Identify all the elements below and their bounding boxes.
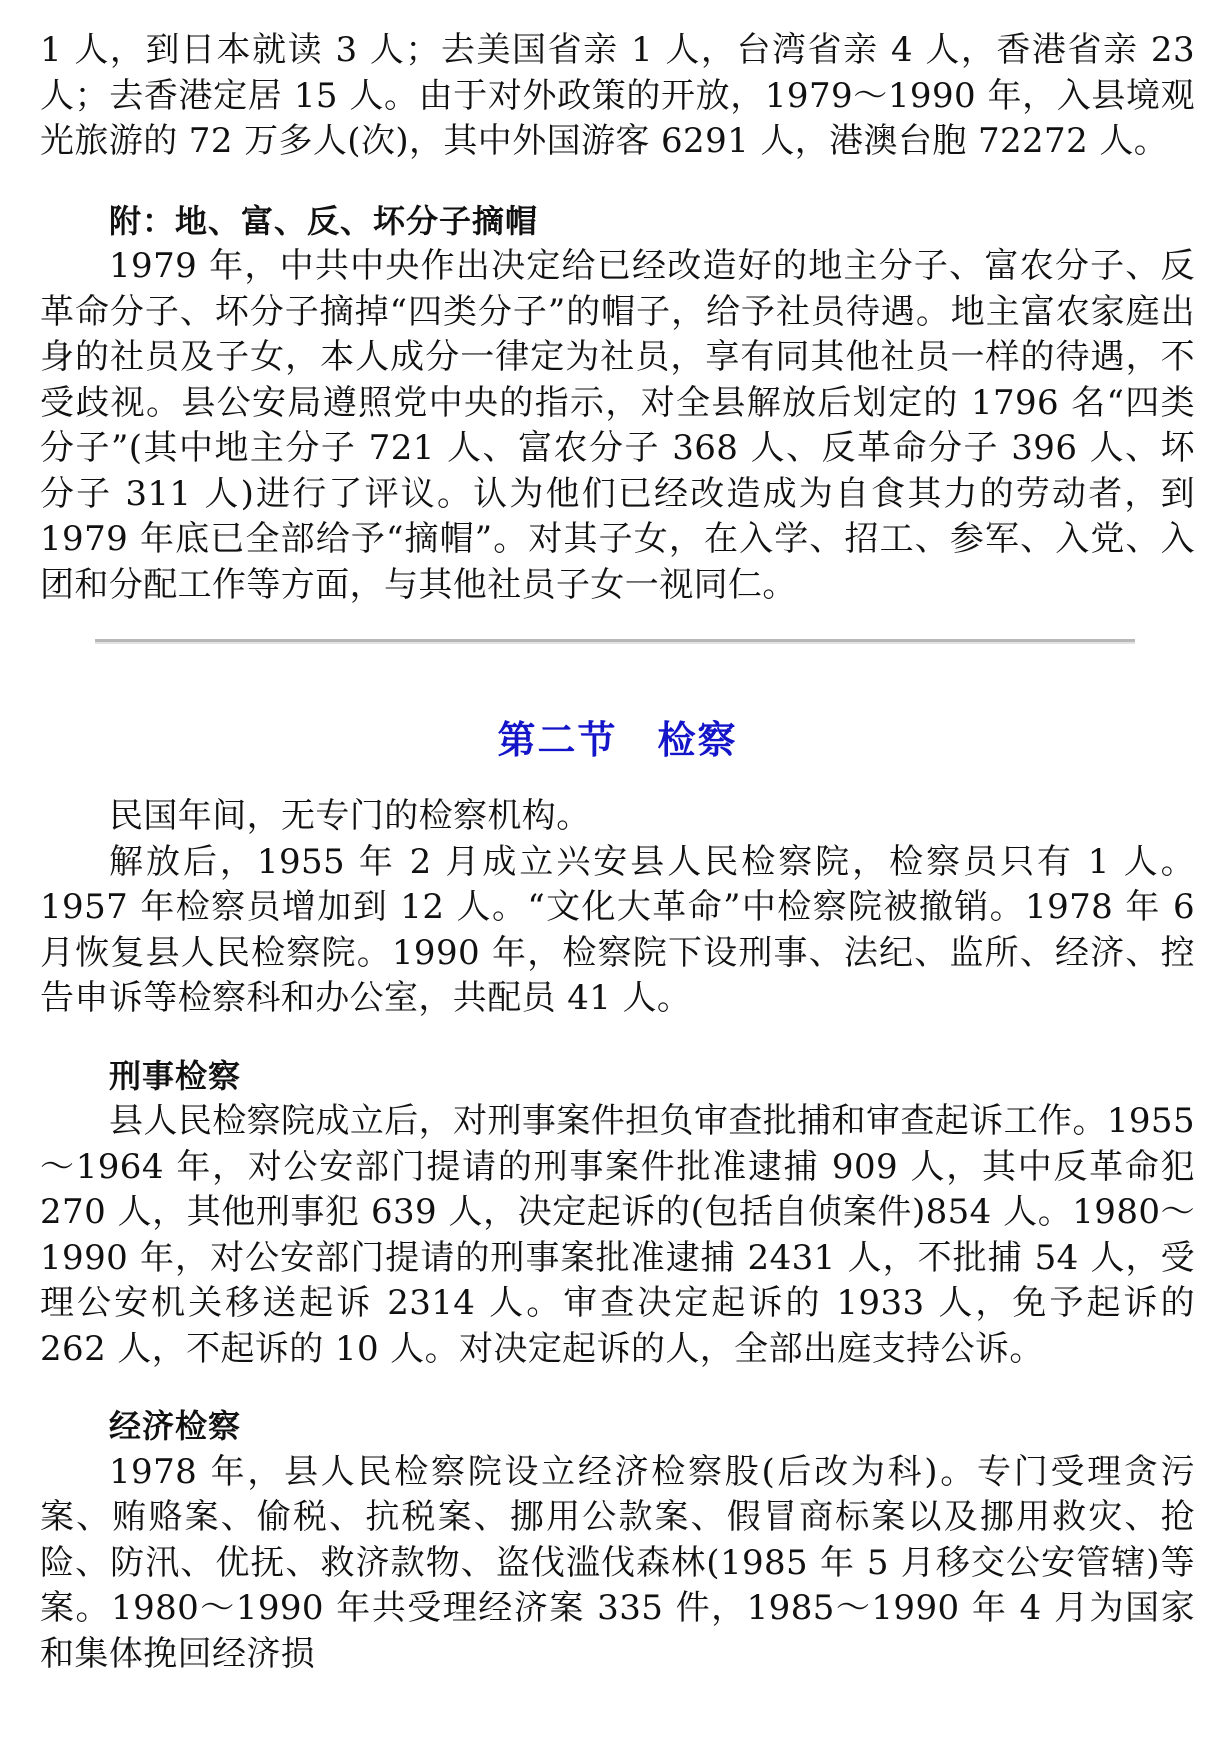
spacer: [40, 764, 1195, 794]
heading-criminal-procuratorial: 刑事检察: [109, 1056, 242, 1095]
spacer: [40, 1022, 1195, 1054]
paragraph-four-categories: 1979 年，中共中央作出决定给已经改造好的地主分子、富农分子、反革命分子、坏分子摘掉“四类分子”的帽子，给予社员待遇。地主富农家庭出身的社员及子女，本人成分一律定为社员，享有同其他社员一样的待遇，不受歧视。县公安局遵照党中央的指示，对全县解放后划定的 1796 名“四类分子”(其中地主分子 721 人、富农分子 368 人、反革命分子 396 人、坏分子 311 人)进行了评议。认为他们已经改造成为自食其力的劳动者，到 1979 年底已全部给予“摘帽”。对其子女，在入学、招工、参军、入党、入团和分配工作等方面，与其他社员子女一视同仁。: [40, 246, 1195, 605]
paragraph-economic-procuratorial: 1978 年，县人民检察院设立经济检察股(后改为科)。专门受理贪污案、贿赂案、偷税、抗税案、挪用公款案、假冒商标案以及挪用救灾、抢险、防汛、优抚、救济款物、盗伐滥伐森林(1985 年 5 月移交公安管辖)等案。1980～1990 年共受理经济案 335 件，1985～1990 年 4 月为国家和集体挽回经济损: [40, 1451, 1195, 1674]
paragraph-procuratorate-history: 解放后，1955 年 2 月成立兴安县人民检察院，检察员只有 1 人。1957 年检察员增加到 12 人。“文化大革命”中检察院被撤销。1978 年 6 月恢复县人民检察院。1990 年，检察院下设刑事、法纪、监所、经济、控告申诉等检察科和办公室，共配员 41 人。: [40, 841, 1195, 1018]
spacer: [40, 1372, 1195, 1404]
document-page: [40, 28, 1195, 1677]
paragraph-overseas-visits: 1 人，到日本就读 3 人；去美国省亲 1 人，台湾省亲 4 人，香港省亲 23 人；去香港定居 15 人。由于对外政策的开放，1979～1990 年，入县境观光旅游的 72 万多人(次)，其中外国游客 6291 人，港澳台胞 72272 人。: [40, 30, 1195, 161]
heading-four-categories-decapping: 附：地、富、反、坏分子摘帽: [109, 201, 539, 240]
spacer: [40, 165, 1195, 199]
spacer: [40, 608, 1195, 639]
heading-economic-procuratorial: 经济检察: [109, 1407, 242, 1445]
section-title-procuratorate: 第二节 检察: [497, 717, 738, 762]
paragraph-criminal-procuratorial: 县人民检察院成立后，对刑事案件担负审查批捕和审查起诉工作。1955～1964 年，对公安部门提请的刑事案件批准逮捕 909 人，其中反革命犯 270 人，其他刑事犯 639 人，决定起诉的(包括自侦案件)854 人。1980～1990 年，对公安部门提请的刑事案批准逮捕 2431 人，不批捕 54 人，受理公安机关移送起诉 2314 人。审查决定起诉的 1933 人，免予起诉的 262 人，不起诉的 10 人。对决定起诉的人，全部出庭支持公诉。: [40, 1101, 1195, 1369]
paragraph-republic-era: 民国年间，无专门的检察机构。: [109, 796, 591, 836]
spacer: [40, 644, 1195, 716]
